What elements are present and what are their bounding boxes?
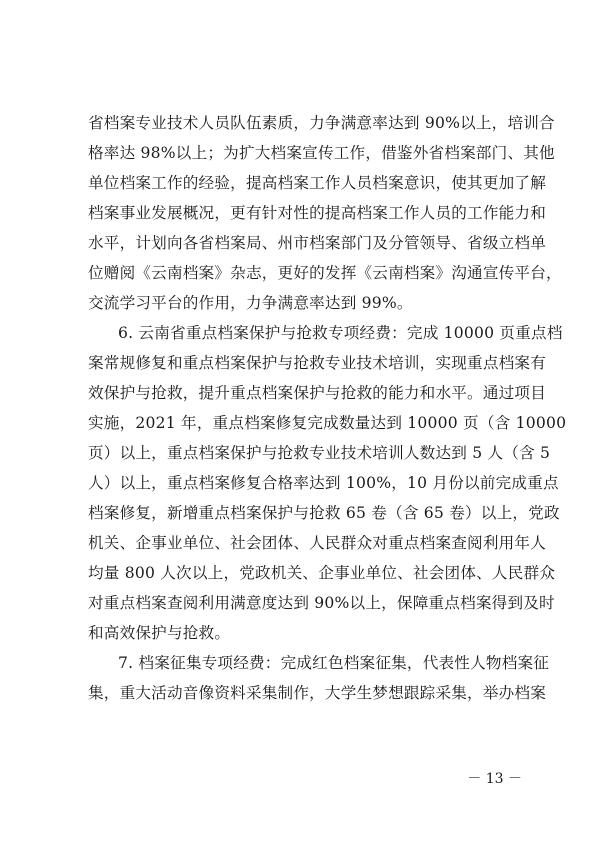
paragraph-1 (88, 108, 562, 318)
text-line: 效保护与抢救，提升重点档案保护与抢救的能力和水平。通过项目 (88, 384, 547, 402)
text-line: 人）以上，重点档案修复合格率达到 100%，10 月份以前完成重点 (88, 474, 559, 492)
text-line: 页）以上，重点档案保护与抢救专业技术培训人数达到 5 人（含 5 (88, 444, 551, 462)
text-line: 档案修复，新增重点档案保护与抢救 65 卷（含 65 卷）以上，党政 (88, 504, 560, 522)
text-line: 单位档案工作的经验，提高档案工作人员档案意识，使其更加了解 (88, 174, 547, 192)
text-line: 档案事业发展概况，更有针对性的提高档案工作人员的工作能力和 (88, 204, 547, 222)
text-line: 均量 800 人次以上，党政机关、企事业单位、社会团体、人民群众 (88, 564, 556, 582)
text-line: 位赠阅《云南档案》杂志，更好的发挥《云南档案》沟通宣传平台， (88, 264, 562, 282)
paragraph-item-6 (88, 318, 567, 648)
text-line: 和高效保护与抢救。 (88, 624, 231, 642)
text-line: 机关、企事业单位、社会团体、人民群众对重点档案查阅利用年人 (88, 534, 547, 552)
text-line: 实施，2021 年，重点档案修复完成数量达到 10000 页（含 10000 (88, 414, 567, 432)
text-line: 省档案专业技术人员队伍素质，力争满意率达到 90%以上，培训合 (88, 114, 555, 132)
text-line: 6. 云南省重点档案保护与抢救专项经费：完成 10000 页重点档 (118, 324, 563, 342)
text-line: 格率达 98%以上；为扩大档案宣传工作，借鉴外省档案部门、其他 (88, 144, 555, 162)
text-line: 水平，计划向各省档案局、州市档案部门及分管领导、省级立档单 (88, 234, 547, 252)
text-line: 7. 档案征集专项经费：完成红色档案征集，代表性人物档案征 (118, 654, 550, 672)
page-number: － 13 － (467, 771, 522, 787)
text-line: 交流学习平台的作用，力争满意率达到 99%。 (88, 294, 413, 312)
text-line: 案常规修复和重点档案保护与抢救专业技术培训，实现重点档案有 (88, 354, 547, 372)
paragraph-item-7 (88, 648, 550, 708)
document-body (88, 108, 567, 708)
text-line: 集，重大活动音像资料采集制作，大学生梦想跟踪采集，举办档案 (88, 684, 547, 702)
text-line: 对重点档案查阅利用满意度达到 90%以上，保障重点档案得到及时 (88, 594, 555, 612)
